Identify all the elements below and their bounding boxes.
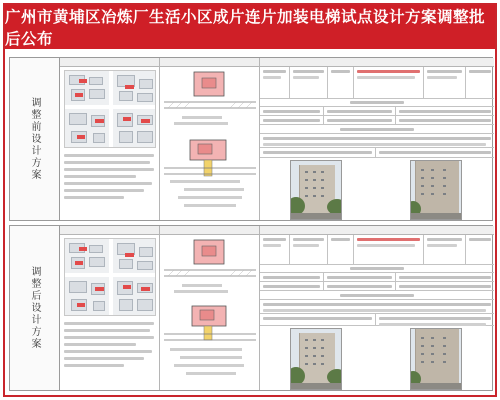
info-table-row	[260, 300, 494, 314]
column-header	[160, 226, 259, 235]
info-table-row	[260, 125, 494, 134]
site-map-column	[60, 226, 160, 390]
info-column	[260, 58, 494, 220]
plan-column	[160, 58, 260, 220]
panel-side-label: 调整后设计方案	[29, 266, 40, 350]
plan-column	[160, 226, 260, 390]
info-table-row	[260, 67, 494, 99]
building-photo	[410, 160, 462, 220]
info-table-row	[260, 282, 494, 291]
info-table-row	[260, 107, 494, 116]
panel-side-label: 调整前设计方案	[29, 97, 40, 181]
column-header	[160, 58, 259, 67]
photo-strip	[260, 326, 494, 392]
elevator-plan-diagram	[164, 236, 256, 386]
building-photo	[290, 328, 342, 390]
photo-strip	[260, 158, 494, 222]
info-table-row	[260, 235, 494, 265]
map-notes	[64, 322, 156, 371]
column-header	[60, 226, 159, 235]
info-table-row	[260, 148, 494, 158]
side-column	[10, 58, 60, 220]
side-column	[10, 226, 60, 390]
building-photo	[410, 328, 462, 390]
column-header	[260, 226, 494, 235]
column-header	[60, 58, 159, 67]
column-header	[260, 58, 494, 67]
site-map	[64, 70, 156, 148]
page-title: 广州市黄埔区冶炼厂生活小区成片连片加装电梯试点设计方案调整批后公布	[5, 5, 495, 49]
map-notes	[64, 154, 156, 203]
info-table-row	[260, 273, 494, 282]
building-photo	[290, 160, 342, 220]
panel-after	[9, 225, 493, 391]
elevator-plan-diagram	[164, 68, 256, 218]
site-map	[64, 238, 156, 316]
info-table-row	[260, 134, 494, 148]
info-table-row	[260, 99, 494, 107]
info-table-row	[260, 291, 494, 300]
site-map-column	[60, 58, 160, 220]
notice-board	[3, 3, 497, 397]
info-table-row	[260, 265, 494, 273]
info-table-row	[260, 314, 494, 326]
info-table-row	[260, 116, 494, 125]
panel-before	[9, 57, 493, 221]
info-column	[260, 226, 494, 390]
